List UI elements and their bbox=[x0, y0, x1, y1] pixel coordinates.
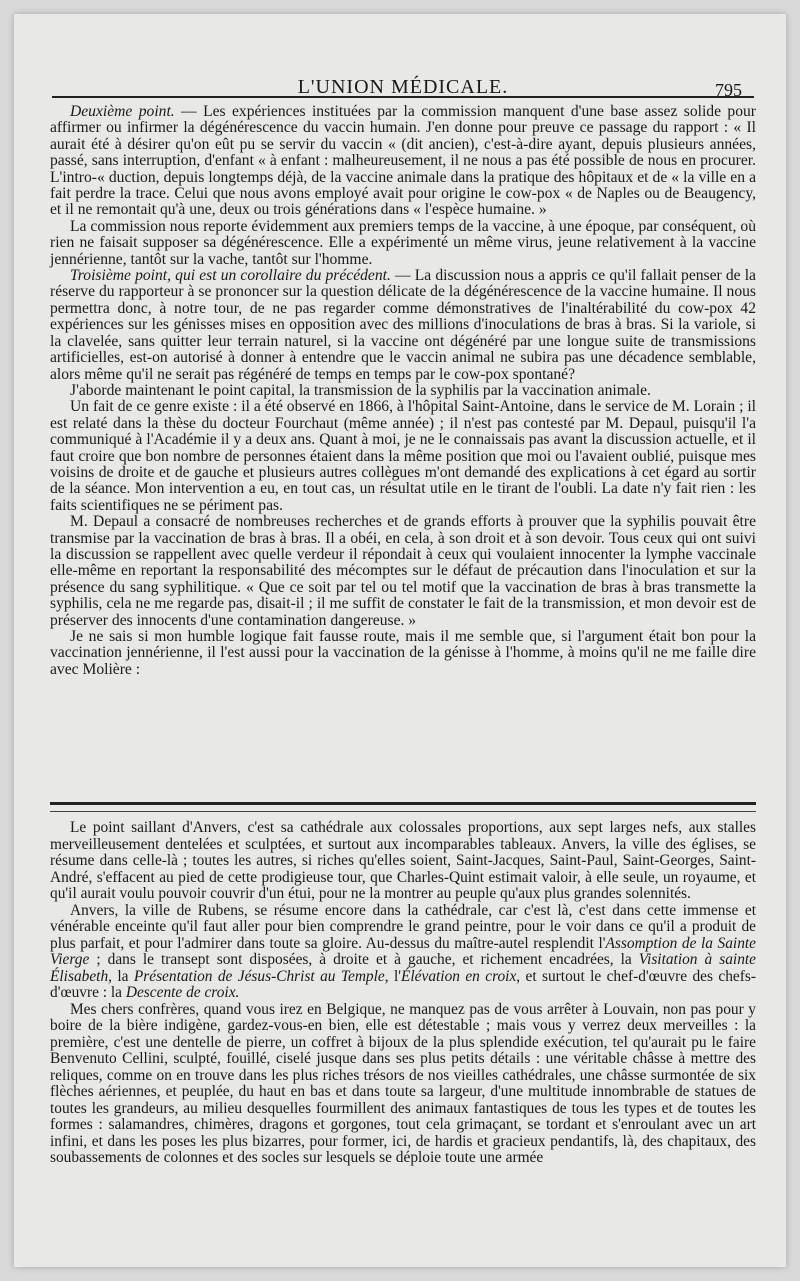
text-run: — La discussion nous a appris ce qu'il fallait penser de la réserve du rapporteur à se prononcer sur la question délicate de la dégénérescence de la vaccine humaine. Il nous permettra donc, à notre tour, de ne pas regarder comme démonstratives de l'inaltérabilité du cow-pox 42 expériences sur les génisses mises en opposition avec des millions d'inoculations de bras à bras. Si la variole, si la clavelée, sans quitter leur terrain naturel, si la vaccine ont dégénéré par une longue suite de transmissions artificielles, est-on autorisé à donner à entendre que le vaccin animal ne subira pas une décadence semblable, alors même qu'il ne serait pas régénéré de temps en temps par le cow-pox spontané? bbox=[50, 267, 756, 383]
italic-text: Élévation en croix bbox=[401, 967, 517, 985]
page-number: 795 bbox=[715, 80, 742, 100]
text-run: Anvers, la ville de Rubens, se résume encore dans la cathédrale, car c'est là, c'est dans cette immense et vénérable enceinte qu'il faut aller pour bien comprendre le grand peintre, pour le voir dans ce qu'il a produit de plus parfait, et pour l'admirer dans toute sa gloire. Au-dessus du maître-autel resplendit l' bbox=[50, 901, 756, 952]
text-run: Mes chers confrères, quand vous irez en Belgique, ne manquez pas de vous arrêter à Louvain, non pas pour y boire de la bière indigène, gardez-vous-en bien, elle est détestable ; mais vous y verrez deux merveilles : la première, c'est une dentelle de pierre, un coffret à bijoux de la plus splendide exécution, tel qu'aurait pu le faire Benvenuto Cellini, sculpté, fouillé, ciselé jusque dans ses plus petits détails : une véritable châsse à mettre des reliques, comme on en trouve dans les plus riches trésors de nos vieilles cathédrales, une châsse surmontée de six flèches aériennes, et peuplée, du haut en bas et dans toute sa largeur, d'une multitude innombrable de statues de toutes les grandeurs, au milieu desquelles fourmillent des animaux fantastiques de tous les types et de toutes les formes : salamandres, chimères, dragons et gorgones, tout cela grimaçant, se tordant et s'enroulant avec un art infini, et dans les poses les plus bizarres, pour former, ici, de hardis et gracieux pendantifs, là, des chapitaux, des soubassements de colonnes et des socles sur lesquels se déploie toute une armée bbox=[50, 1000, 756, 1166]
italic-text: Assomption de la Sainte Vierge bbox=[50, 934, 756, 968]
upper-paragraph bbox=[50, 399, 756, 514]
feuilleton-separator bbox=[50, 802, 756, 812]
upper-paragraph bbox=[50, 383, 756, 399]
italic-text: Visitation à sainte Élisabeth bbox=[50, 951, 756, 985]
feuilleton bbox=[50, 820, 756, 1167]
main-article bbox=[50, 104, 756, 678]
lower-paragraph bbox=[50, 903, 756, 1002]
header bbox=[64, 76, 742, 106]
italic-text: Présentation de Jésus-Christ au Temple bbox=[133, 967, 385, 985]
upper-paragraph bbox=[50, 104, 756, 219]
lower-paragraph bbox=[50, 1002, 756, 1167]
upper-paragraph bbox=[50, 629, 756, 678]
running-head: L'UNION MÉDICALE. bbox=[297, 76, 509, 98]
text-run: J'aborde maintenant le point capital, la transmission de la syphilis par la vaccination animale. bbox=[70, 381, 651, 399]
text-run: ; dans le transept sont disposées, à droite et à gauche, et richement encadrées, la bbox=[89, 951, 639, 968]
text-run: La commission nous reporte évidemment aux premiers temps de la vaccine, à une époque, par conséquent, où rien ne faisait supposer sa dégénérescence. Elle a expérimenté un même virus, jeune relativement à la vaccine jennérienne, tantôt sur la vache, tantôt sur l'homme. bbox=[50, 217, 756, 268]
upper-paragraph bbox=[50, 514, 756, 629]
text-run: Un fait de ce genre existe : il a été observé en 1866, à l'hôpital Saint-Antoine, dans le service de M. Lorain ; il est relaté dans la thèse du docteur Fourchaut (même année) ; il n'est pas contesté par M. Depaul, puisqu'il l'a communiqué à l'Académie il y a deux ans. Quant à moi, je ne le connaissais pas avant la discussion actuelle, et il faut croire que bon nombre de personnes étaient dans la même position que moi ou l'avaient oublié, puisque mes voisins de droite et de gauche et plusieurs autres collègues m'ont demandé des explications à cet égard au sortir de la séance. Mon intervention a eu, en tout cas, un résultat utile en le tirant de l'oubli. La date n'y fait rien : les faits scientifiques ne se périment pas. bbox=[50, 398, 756, 514]
text-run: — Les expériences instituées par la commission manquent d'une base assez solide pour affirmer ou infirmer la dégénérescence du vaccin humain. J'en donne pour preuve ce passage du rapport : « Il aurait été à désirer qu'on eût pu se servir du vaccin « (dit ancien), c'est-à-dire ayant, depuis plusieurs années, passé, sans interruption, d'enfant « à enfant : malheureusement, il ne nous a pas été possible de nous en procurer. L'intro-« duction, depuis longtemps déjà, de la vaccine animale dans la pratique des hôpitaux et de « la ville en a fait perdre la trace. Celui que nous avons employé avait pour origine le cow-pox « de Naples ou de Beaugency, et il ne remontait qu'à une, deux ou trois générations dans « l'espèce humaine. » bbox=[50, 103, 756, 219]
italic-text: Deuxième point. bbox=[70, 103, 175, 120]
text-run: Le point saillant d'Anvers, c'est sa cathédrale aux colossales proportions, aux sept larges nefs, aux stalles merveilleusement dentelées et sculptées, et surtout aux incomparables tableaux. Anvers, la ville des églises, se résume dans celle-là ; toutes les autres, si riches qu'elles soient, Saint-Jacques, Saint-Paul, Saint-Georges, Saint-André, s'effacent au pied de cette prodigieuse tour, que Charles-Quint estimait valoir, à elle seule, un royaume, et qu'il aurait voulu pouvoir couvrir d'un étui, pour ne la montrer au peuple qu'aux plus grandes solennités. bbox=[50, 819, 756, 902]
italic-text: Troisième point, qui est un corollaire du précédent. bbox=[70, 267, 391, 285]
upper-paragraph bbox=[50, 219, 756, 268]
italic-text: Descente de croix. bbox=[125, 984, 240, 1001]
upper-paragraph bbox=[50, 268, 756, 383]
text-run: , la bbox=[108, 967, 134, 985]
text-run: M. Depaul a consacré de nombreuses recherches et de grands efforts à prouver que la syphilis pouvait être transmise par la vaccination de bras à bras. Il a obéi, en cela, à son droit et à son devoir. Tous ceux qui ont suivi la discussion se rappellent avec quelle verdeur il répondait à ceux qui voulaient innocenter la lymphe vaccinale elle-même en reportant la responsabilité des mécomptes sur le défaut de précaution dans l'inoculation et sur la présence du sang syphilitique. « Que ce soit par tel ou tel motif que la vaccination de bras à bras transmette la syphilis, cela ne me regarde pas, disait-il ; il me suffit de constater le fait de la transmission, et mon devoir est de préserver des innocents d'une contamination dangereuse. » bbox=[50, 513, 756, 629]
text-run: Je ne sais si mon humble logique fait fausse route, mais il me semble que, si l'argument était bon pour la vaccination jennérienne, il l'est aussi pour la vaccination de la génisse à l'homme, à moins qu'il ne me faille dire avec Molière : bbox=[50, 628, 756, 678]
header-rule bbox=[52, 96, 754, 98]
text-run: , l' bbox=[384, 967, 401, 985]
lower-paragraph bbox=[50, 820, 756, 903]
text-run: , et surtout le chef-d'œuvre des chefs-d'œuvre : la bbox=[50, 967, 756, 1001]
